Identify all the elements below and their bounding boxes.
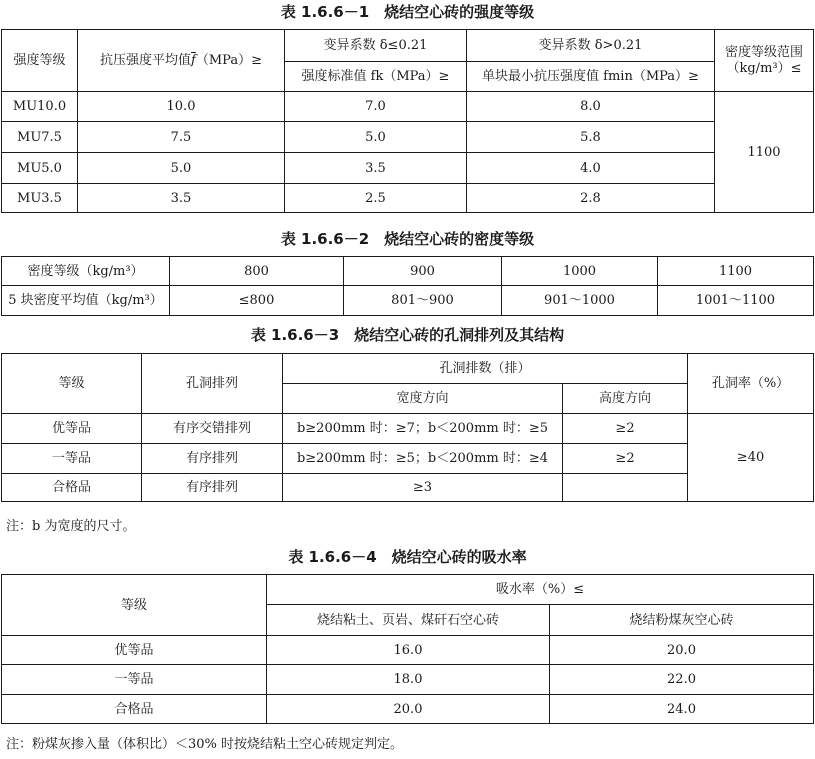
density-grade-cell: 800: [170, 257, 344, 286]
density-grade-cell: 1000: [502, 257, 658, 286]
table3-title: 表 1.6.6－3 烧结空心砖的孔洞排列及其结构: [250, 326, 565, 344]
table-row: [2, 153, 814, 184]
header-clay-brick: 烧结粘土、页岩、煤矸石空心砖: [267, 605, 550, 636]
header-std-value: 强度标准值 fk（MPa）≥: [285, 62, 467, 92]
header-hole-rows: 孔洞排数（排）: [283, 354, 688, 384]
table-row: [2, 184, 814, 213]
strength-grade-table: [1, 29, 814, 213]
density-range-cell: ≤800: [170, 286, 344, 316]
water-absorption-table: [1, 574, 814, 724]
density-range-cell: 1001～1100: [658, 286, 814, 316]
table-row: [2, 122, 814, 153]
grade-cell: MU3.5: [2, 184, 78, 213]
table3-note: 注：b 为宽度的尺寸。: [6, 519, 136, 534]
density-range-cell: 901～1000: [502, 286, 658, 316]
header-cv-high: 变异系数 δ>0.21: [467, 30, 715, 62]
flyash-absorption-cell: 22.0: [550, 665, 814, 695]
header-width-direction: 宽度方向: [283, 384, 563, 414]
grade-cell: 合格品: [2, 474, 142, 502]
density-grade-cell: 900: [344, 257, 502, 286]
std-cell: 7.0: [285, 92, 467, 122]
std-cell: 5.0: [285, 122, 467, 153]
density-grade-cell: 1100: [658, 257, 814, 286]
std-cell: 2.5: [285, 184, 467, 213]
table-row: [2, 414, 814, 444]
mean-cell: 5.0: [78, 153, 285, 184]
height-direction-cell: ≥2: [563, 414, 688, 444]
header-absorption: 吸水率（%）≤: [267, 575, 814, 605]
arrangement-cell: 有序排列: [142, 444, 283, 474]
height-direction-cell: [563, 474, 688, 502]
flyash-absorption-cell: 20.0: [550, 636, 814, 665]
width-direction-cell: b≥200mm 时：≥5；b＜200mm 时：≥4: [283, 444, 563, 474]
clay-absorption-cell: 16.0: [267, 636, 550, 665]
arrangement-cell: 有序交错排列: [142, 414, 283, 444]
height-direction-cell: ≥2: [563, 444, 688, 474]
header-grade: 等级: [2, 354, 142, 414]
table2-title: 表 1.6.6－2 烧结空心砖的密度等级: [280, 230, 535, 248]
density-grade-label: 密度等级（kg/m³）: [2, 257, 170, 286]
table-row: [2, 92, 814, 122]
grade-cell: 优等品: [2, 636, 267, 665]
density-grade-table: [1, 256, 814, 316]
min-cell: 5.8: [467, 122, 715, 153]
table-row: [2, 695, 814, 724]
table4-title: 表 1.6.6－4 烧结空心砖的吸水率: [288, 548, 527, 566]
porosity-value: ≥40: [688, 414, 814, 502]
header-grade: 等级: [2, 575, 267, 636]
hole-rows-combined-cell: ≥3: [283, 474, 563, 502]
grade-cell: MU10.0: [2, 92, 78, 122]
header-mean-strength: 抗压强度平均值$\overline{f}(MPa)\ge$: [78, 30, 285, 92]
clay-absorption-cell: 18.0: [267, 665, 550, 695]
density-range-cell: 801～900: [344, 286, 502, 316]
header-flyash-brick: 烧结粉煤灰空心砖: [550, 605, 814, 636]
clay-absorption-cell: 20.0: [267, 695, 550, 724]
header-porosity: 孔洞率（%）: [688, 354, 814, 414]
min-cell: 2.8: [467, 184, 715, 213]
table-row: [2, 286, 814, 316]
hole-arrangement-table: [1, 353, 814, 502]
header-cv-low: 变异系数 δ≤0.21: [285, 30, 467, 62]
grade-cell: 优等品: [2, 414, 142, 444]
header-min-value: 单块最小抗压强度值 fmin（MPa）≥: [467, 62, 715, 92]
table1-title: 表 1.6.6－1 烧结空心砖的强度等级: [280, 3, 535, 21]
grade-cell: MU5.0: [2, 153, 78, 184]
table-row: [2, 636, 814, 665]
flyash-absorption-cell: 24.0: [550, 695, 814, 724]
min-cell: 4.0: [467, 153, 715, 184]
density-average-label: 5 块密度平均值（kg/m³）: [2, 286, 170, 316]
mean-cell: 7.5: [78, 122, 285, 153]
grade-cell: MU7.5: [2, 122, 78, 153]
grade-cell: 一等品: [2, 665, 267, 695]
header-density-range: 密度等级范围（kg/m³）≤: [715, 30, 814, 92]
std-cell: 3.5: [285, 153, 467, 184]
mean-cell: 3.5: [78, 184, 285, 213]
header-strength-grade: 强度等级: [2, 30, 78, 92]
table4-note: 注：粉煤灰掺入量（体积比）＜30% 时按烧结粘土空心砖规定判定。: [6, 737, 404, 752]
grade-cell: 合格品: [2, 695, 267, 724]
header-arrangement: 孔洞排列: [142, 354, 283, 414]
min-cell: 8.0: [467, 92, 715, 122]
grade-cell: 一等品: [2, 444, 142, 474]
density-range-value: 1100: [715, 92, 814, 213]
mean-cell: 10.0: [78, 92, 285, 122]
table-row: [2, 665, 814, 695]
arrangement-cell: 有序排列: [142, 474, 283, 502]
header-height-direction: 高度方向: [563, 384, 688, 414]
width-direction-cell: b≥200mm 时：≥7；b＜200mm 时：≥5: [283, 414, 563, 444]
table-row: [2, 257, 814, 286]
